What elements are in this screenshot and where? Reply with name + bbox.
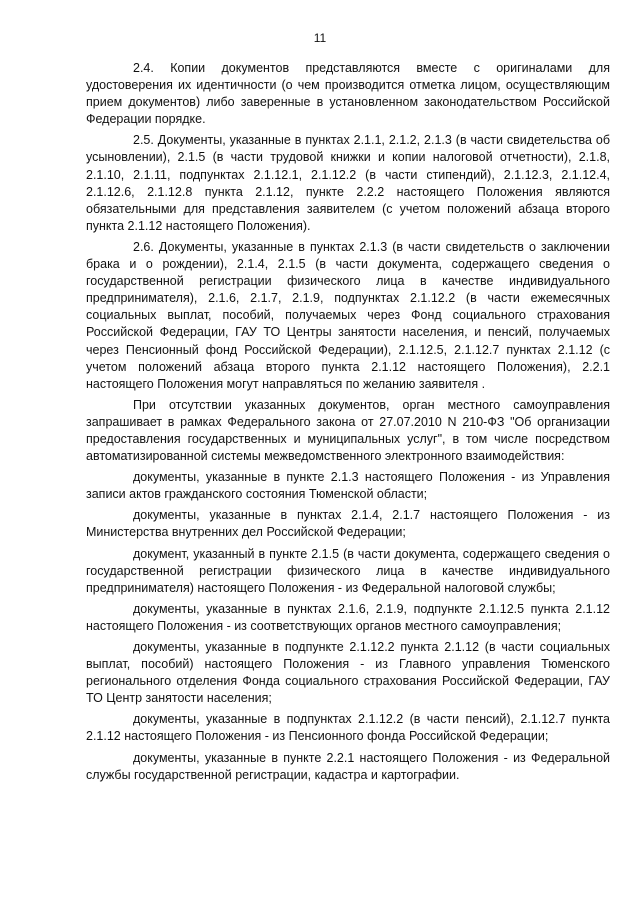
list-item-zags: документы, указанные в пункте 2.1.3 настоящего Положения - из Управления записи актов гражданского состояния Тюменской области; (86, 470, 610, 502)
paragraph-request-intro: При отсутствии указанных документов, орган местного самоуправления запрашивает в рамках Федерального закона от 27.07.2010 N 210-ФЗ "Об организации предоставления государственных и муниципальных услуг", в том числе посредством автоматизированной системы межведомственного электронного взаимодействия: (86, 397, 610, 464)
paragraph-2-6: 2.6. Документы, указанные в пунктах 2.1.3 (в части свидетельств о заключении брака и о рождении), 2.1.4, 2.1.5 (в части документа, содержащего сведения о государственной регистрации физического лица в качестве индивидуального предпринимателя), 2.1.6, 2.1.7, 2.1.9, подпунктах 2.1.12.2 (в части ежемесячных социальных выплат, пособий, получаемых через Фонд социального страхования Российской Федерации, ГАУ ТО Центры занятости населения, и пенсий, получаемых через Пенсионный фонд Российской Федерации), 2.1.12.5, 2.1.12.7 пунктах 2.1.12 (с учетом положений абзаца второго пункта 2.1.12 настоящего Положения), 2.2.1 настоящего Положения могут направляться по желанию заявителя . (86, 239, 610, 391)
page-number: 11 (313, 31, 327, 45)
list-item-pfr: документы, указанные в подпунктах 2.1.12.2 (в части пенсий), 2.1.12.7 пункта 2.1.12 настоящего Положения - из Пенсионного фонда Российской Федерации; (86, 712, 610, 744)
list-item-local-government: документы, указанные в пунктах 2.1.6, 2.1.9, подпункте 2.1.12.5 пункта 2.1.12 настоящего Положения - из соответствующих органов местного самоуправления; (86, 601, 610, 633)
paragraph-2-5: 2.5. Документы, указанные в пунктах 2.1.1, 2.1.2, 2.1.3 (в части свидетельства об усыновлении), 2.1.5 (в части трудовой книжки и копии налоговой отчетности), 2.1.8, 2.1.10, 2.1.11, подпунктах 2.1.12.1, 2.1.12.2 (в части стипендий), 2.1.12.3, 2.1.12.4, 2.1.12.6, 2.1.12.8 пункта 2.1.12, пункте 2.2.2 настоящего Положения являются обязательными для представления заявителем (с учетом положений абзаца второго пункта 2.1.12 настоящего Положения). (86, 133, 610, 233)
list-item-rosreestr: документы, указанные в пункте 2.2.1 настоящего Положения - из Федеральной службы государственной регистрации, кадастра и картографии. (86, 750, 610, 782)
document-body (86, 60, 610, 784)
list-item-mvd: документы, указанные в пунктах 2.1.4, 2.1.7 настоящего Положения - из Министерства внутренних дел Российской Федерации; (86, 508, 610, 540)
paragraph-2-4: 2.4. Копии документов представляются вместе с оригиналами для удостоверения их идентичности (о чем производится отметка лицом, осуществляющим прием документов) либо заверенные в установленном законодательством Российской Федерации порядке. (86, 61, 610, 127)
list-item-fns: документ, указанный в пункте 2.1.5 (в части документа, содержащего сведения о государственной регистрации физического лица в качестве индивидуального предпринимателя) настоящего Положения - из Федеральной налоговой службы; (86, 546, 610, 595)
list-item-fss: документы, указанные в подпункте 2.1.12.2 пункта 2.1.12 (в части социальных выплат, пособий) настоящего Положения - из Главного управления Тюменского регионального отделения Фонда социального страхования Российской Федерации, ГАУ ТО Центр занятости населения; (86, 640, 610, 706)
